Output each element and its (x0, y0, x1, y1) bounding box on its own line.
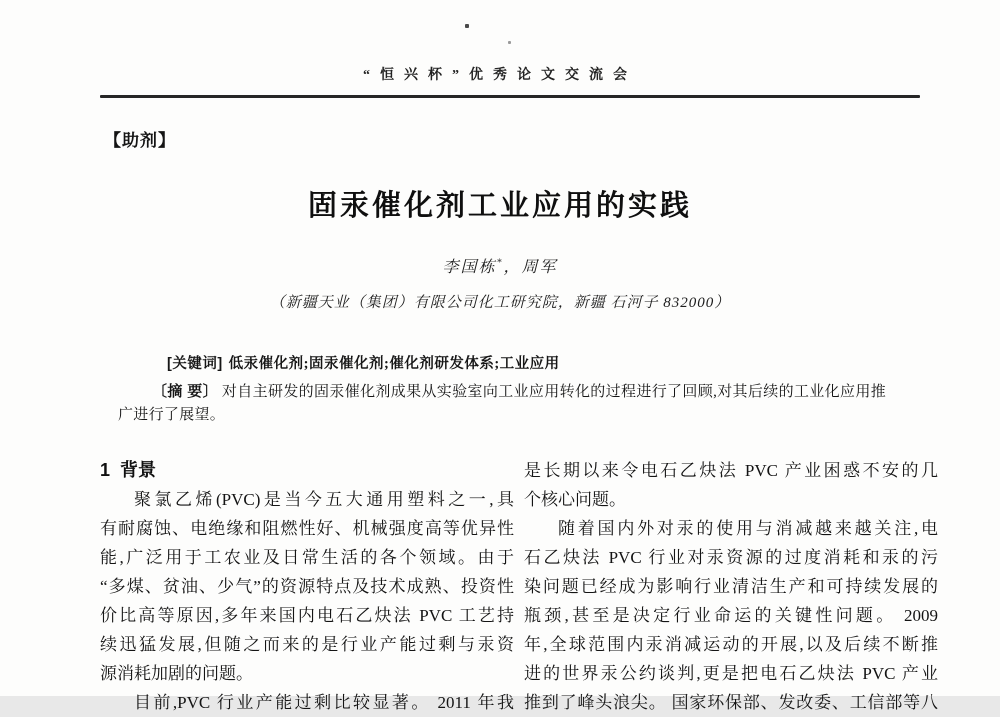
body-text-line: 目前,PVC 行业产能过剩比较显著。 2011 年我 (134, 693, 514, 712)
abstract-paragraph (118, 380, 886, 427)
section-heading: 1 背景 (100, 460, 157, 480)
body-text-line: 能,广泛用于工农业及日常生活的各个领域。由于 (100, 548, 514, 567)
body-text-line: 有耐腐蚀、电绝缘和阻燃性好、机械强度高等优异性 (100, 519, 514, 538)
keywords-line (167, 352, 560, 373)
body-two-column-area (100, 456, 938, 712)
scan-speck (508, 41, 511, 44)
body-text-line: 源消耗加剧的问题。 (100, 664, 253, 683)
body-text-line: 瓶颈,甚至是决定行业命运的关键性问题。 2009 (524, 606, 938, 625)
abstract-label: 〔摘 要〕 (152, 383, 218, 400)
body-text-line: 聚氯乙烯(PVC)是当今五大通用塑料之一,具 (134, 490, 514, 509)
body-text-line: 价比高等原因,多年来国内电石乙炔法 PVC 工艺持 (100, 606, 514, 625)
body-text-line: 随着国内外对汞的使用与消减越来越关注,电 (558, 519, 938, 538)
keywords-text: 低汞催化剂;固汞催化剂;催化剂研发体系;工业应用 (228, 356, 560, 372)
keywords-label: [关键词] (167, 356, 223, 372)
paper-title: 固汞催化剂工业应用的实践 (307, 190, 692, 222)
body-text-line: 个核心问题。 (524, 490, 626, 509)
abstract-text: 对自主研发的固汞催化剂成果从实验室向工业应用转化的过程进行了回顾,对其后续的工业化应用推广进行了展望。 (118, 384, 886, 423)
conference-header: “恒兴杯”优秀论文交流会 (363, 68, 637, 83)
left-column (100, 456, 514, 712)
author-name: ，周军 (503, 259, 558, 276)
body-text-line: 进的世界汞公约谈判,更是把电石乙炔法 PVC 产业 (524, 664, 938, 683)
scan-speck (465, 24, 469, 28)
body-text-line: 染问题已经成为影响行业清洁生产和可持续发展的 (524, 577, 938, 596)
body-text-line: 年,全球范围内汞消减运动的开展,以及后续不断推 (524, 635, 938, 654)
body-text-line: 是长期以来令电石乙炔法 PVC 产业困惑不安的几 (524, 461, 938, 480)
author-name: 李国栋 (442, 259, 497, 276)
right-column (524, 456, 938, 712)
authors-line (0, 254, 1000, 277)
header-divider-rule (100, 95, 920, 98)
body-text-line: 推到了峰头浪尖。 国家环保部、发改委、工信部等八 (524, 693, 938, 712)
body-text-line: 续迅猛发展,但随之而来的是行业产能过剩与汞资 (100, 635, 514, 654)
author-footnote-marker: * (496, 257, 504, 269)
article-category-tag: 【助剂】 (104, 131, 176, 150)
affiliation-line: （新疆天业（集团）有限公司化工研究院，新疆 石河子 832000） (269, 295, 731, 311)
body-text-line: “多煤、贫油、少气”的资源特点及技术成熟、投资性 (100, 577, 514, 596)
body-text-line: 石乙炔法 PVC 行业对汞资源的过度消耗和汞的污 (524, 548, 938, 567)
